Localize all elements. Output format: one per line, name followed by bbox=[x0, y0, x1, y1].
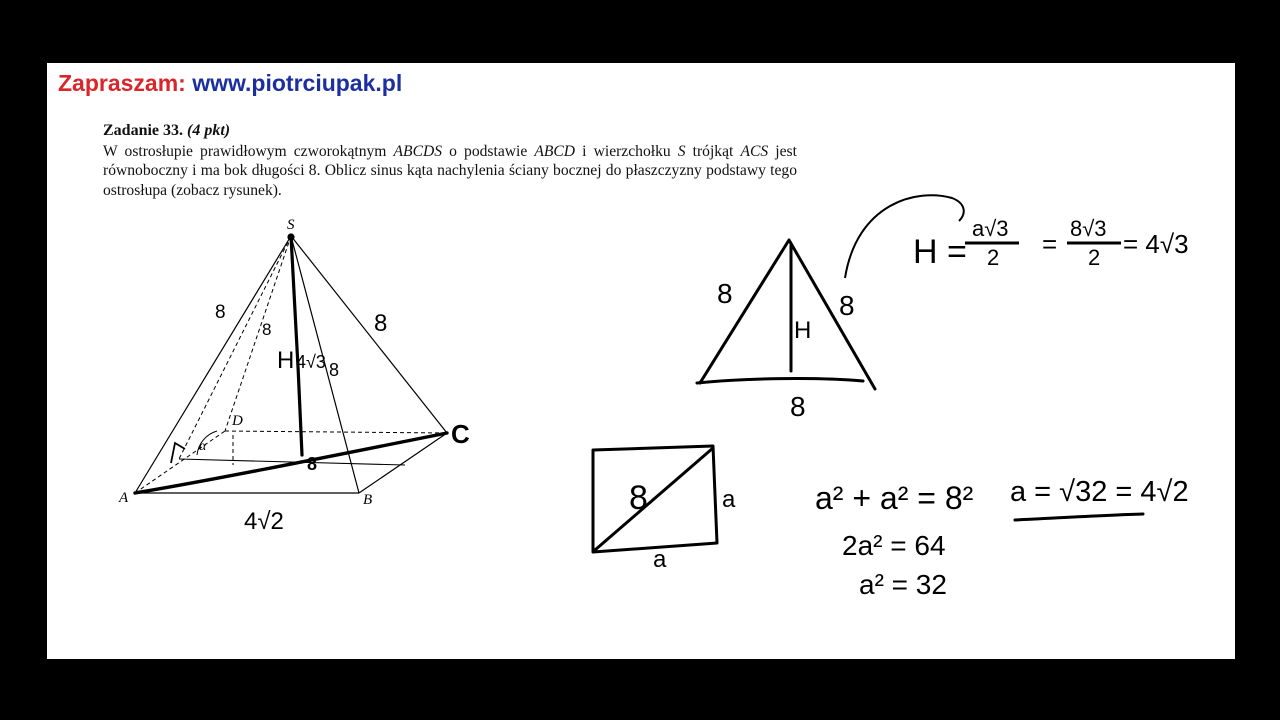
height-formula bbox=[913, 216, 1189, 271]
apex-dot bbox=[288, 234, 294, 240]
square-side-bottom: a bbox=[653, 546, 667, 573]
task-text-part: o podstawie bbox=[449, 142, 528, 160]
formula-h: H = bbox=[913, 233, 967, 271]
edge-sd-hidden bbox=[225, 236, 291, 431]
vertex-a: A bbox=[119, 490, 129, 506]
edge-label-left: 8 bbox=[215, 302, 226, 323]
task-symbol: ABCD bbox=[534, 142, 576, 160]
formula-eq: = bbox=[1042, 229, 1058, 259]
formula-den2: 2 bbox=[1088, 245, 1101, 270]
task-symbol: ABCDS bbox=[393, 142, 443, 160]
task-text-part: i wierzchołku bbox=[582, 142, 671, 160]
triangle-base bbox=[697, 379, 863, 383]
vertex-s: S bbox=[287, 217, 295, 233]
diagonal-mark: 8 bbox=[307, 454, 318, 474]
square-side-right: a bbox=[722, 486, 736, 513]
height-line bbox=[291, 236, 302, 455]
equation-3: a² = 32 bbox=[859, 569, 947, 600]
task-symbol: ACS bbox=[740, 142, 769, 160]
formula-num2: 8√3 bbox=[1070, 216, 1107, 241]
edge-label-inner: 8 bbox=[262, 320, 272, 339]
base-label: 4√2 bbox=[244, 508, 284, 535]
angle-alpha: α bbox=[199, 439, 207, 454]
square-diagonal-label: 8 bbox=[629, 479, 648, 517]
banner-link[interactable]: www.piotrciupak.pl bbox=[192, 70, 403, 96]
triangle-height-label: H bbox=[794, 317, 812, 344]
task-points: (4 pkt) bbox=[187, 122, 231, 139]
vertex-d: D bbox=[232, 413, 243, 429]
height-value: 4√3 bbox=[296, 352, 326, 372]
result-underline bbox=[1015, 514, 1143, 520]
edge-label-sc: 8 bbox=[329, 360, 340, 380]
edge-sa bbox=[135, 236, 291, 493]
height-label: H bbox=[277, 347, 295, 374]
equation-2: 2a² = 64 bbox=[842, 530, 946, 561]
whiteboard bbox=[47, 63, 1235, 659]
square-diagram bbox=[593, 446, 717, 552]
formula-den1: 2 bbox=[987, 245, 1000, 270]
triangle-base-label: 8 bbox=[790, 391, 806, 422]
edge-sc bbox=[291, 236, 447, 433]
task-symbol: S bbox=[677, 142, 686, 160]
task-text-part: jest równoboczny i ma bok długości 8. Oblicz sinus kąta nachylenia ściany bocznej do płaszczyzny podstawy tego ostrosłupa (zobacz rysunek). bbox=[103, 142, 797, 199]
equations bbox=[815, 476, 1189, 600]
equation-1: a² + a² = 8² bbox=[815, 480, 974, 516]
formula-result: = 4√3 bbox=[1123, 229, 1189, 259]
formula-num1: a√3 bbox=[972, 216, 1009, 241]
task-text-part: trójkąt bbox=[692, 142, 734, 160]
task-number: Zadanie 33. bbox=[103, 122, 184, 139]
equation-result: a = √32 = 4√2 bbox=[1010, 476, 1189, 508]
triangle-side-left: 8 bbox=[717, 278, 733, 309]
banner-prefix: Zapraszam: bbox=[58, 70, 186, 96]
task-text-part: W ostrosłupie prawidłowym czworokątnym bbox=[103, 142, 387, 160]
square-diagonal bbox=[595, 448, 713, 550]
diagonal-ac bbox=[135, 433, 447, 493]
vertex-c: C bbox=[451, 419, 470, 449]
triangle-side-right: 8 bbox=[839, 290, 855, 321]
drawing-layer bbox=[47, 63, 1235, 659]
vertex-b: B bbox=[363, 492, 373, 508]
edge-dc-hidden bbox=[225, 431, 447, 433]
edge-label-right: 8 bbox=[374, 310, 388, 337]
